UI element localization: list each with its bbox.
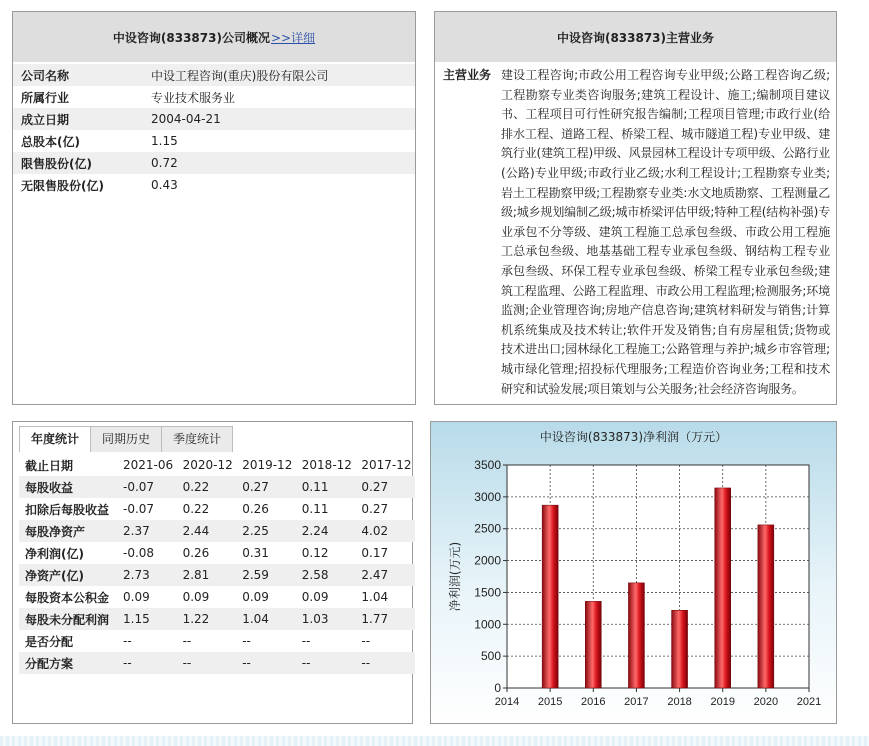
overview-row-label: 所属行业 [21,90,70,105]
stats-row-label: 净利润(亿) [25,546,84,561]
bottom-strip [0,736,869,746]
stats-row [19,586,415,608]
stats-row-value: -0.08 [123,546,155,560]
stats-header-date: 2021-06 [123,458,174,472]
business-header [435,12,836,62]
stats-row [19,542,415,564]
stats-row-value: 2.73 [117,564,177,586]
y-axis-label: 净利润(万元) [448,541,462,612]
stats-row-value: -- [182,634,192,648]
stats-row-label: 净资产(亿) [19,564,117,586]
stats-row-value: -- [355,652,415,674]
stats-row-label: 分配方案 [19,652,117,674]
overview-row-value: 1.15 [151,134,178,148]
tab-annual[interactable]: 年度统计 [19,426,91,452]
stats-row-value: 0.11 [301,502,329,516]
stats-row-value: 2.58 [296,564,356,586]
stats-row-value: 0.26 [242,502,269,516]
net-profit-chart [431,422,836,723]
stats-row-value: 4.02 [355,520,415,542]
overview-row-value: 0.72 [143,152,415,174]
stats-header-date: 2017-12 [361,458,412,472]
stats-row [19,498,415,520]
overview-row [13,86,415,108]
overview-row [13,174,415,196]
y-tick-label: 1500 [474,585,501,600]
y-tick-label: 500 [480,649,501,664]
overview-row-value: 中设工程咨询(重庆)股份有限公司 [143,64,415,86]
overview-row [13,130,415,152]
x-tick-label: 2021 [796,696,822,708]
stats-row-value: 1.22 [177,608,237,630]
stats-row-value: 0.09 [182,590,210,604]
stats-row-value: 2.47 [355,564,415,586]
overview-row-value: 专业技术服务业 [151,90,236,105]
stats-row-value: 1.04 [236,608,296,630]
stats-row [19,608,415,630]
overview-row-label: 无限售股份(亿) [21,178,104,193]
stats-row-value: -- [301,634,311,648]
stats-header-date: 2018-12 [301,458,352,472]
y-tick-label: 3000 [474,489,501,504]
stats-row-value: -- [177,652,237,674]
stats-row-value: 2.37 [117,520,177,542]
stats-row-value: 2.44 [177,520,237,542]
stats-row-value: 2.25 [236,520,296,542]
overview-table [13,64,415,196]
bar-2019 [715,488,731,688]
stats-row-value: 0.22 [177,476,237,498]
stats-row-value: -- [117,652,177,674]
overview-detail-link[interactable]: >>详细 [270,30,316,45]
tab-history[interactable]: 同期历史 [90,426,162,452]
x-tick-label: 2019 [710,696,735,708]
bar-2020 [758,525,774,688]
overview-row-value: 2004-04-21 [143,108,415,130]
stats-row-value: 2.24 [296,520,356,542]
stats-row-value: 0.09 [123,590,150,604]
chart-panel [430,421,837,724]
stats-row-value: -- [236,652,296,674]
stats-row-label: 每股资本公积金 [25,590,110,605]
business-label: 主营业务 [443,68,492,82]
stats-row [19,630,415,652]
stats-row-value: 0.27 [361,502,389,516]
overview-row [13,108,415,130]
business-body [435,62,836,399]
stats-header-date: 2020-12 [182,458,233,472]
stats-row-value: -- [242,634,251,648]
stats-header-date: 2019-12 [242,458,293,472]
stats-row-value: 1.03 [296,608,356,630]
stats-header-row [19,454,415,476]
stats-row-value: 1.15 [117,608,177,630]
x-tick-label: 2017 [624,696,649,708]
overview-title: 中设咨询(833873)公司概况 [112,30,270,45]
overview-header [13,12,415,62]
stats-row-value: -- [361,634,371,648]
business-text: 建设工程咨询;市政公用工程咨询专业甲级;公路工程咨询乙级;工程勘察专业类咨询服务;建筑工程设计、施工;编制项目建议书、工程项目可行性研究报告编制;工程项目管理;市政行业(给排水工程、道路工程、桥梁工程、城市隧道工程)专业甲级、建筑行业(建筑工程)甲级、风景园林工程设计专项甲级、公路行业(公路)专业甲级;市政行业乙级;水利工程设计;工程勘察专业类;岩土工程勘察甲级;工程勘察专业类:水文地质勘察、工程测量乙级;城乡规划编制乙级;城市桥梁评估甲级;特种工程(结构补强)专业承包不分等级、建筑工程施工总承包叁级、市政公用工程施工总承包叁级、地基基础工程专业承包叁级、钢结构工程专业承包叁级、环保工程专业承包叁级、桥梁工程专业承包叁级;建筑工程监理、公路工程监理、市政公用工程监理;检测服务;环境监测;企业管理咨询;房地产信息咨询;建筑材料研发与销售;计算机系统集成及技术转让;软件开发及销售;自有房屋租赁;货物或技术进出口;园林绿化工程施工;公路管理与养护;城乡市容管理;城市绿化管理;招投标代理服务;工程造价咨询业务;工程和技术研究和试验发展;项目策划与公关服务;社会经济咨询服务。 [501,68,830,396]
stats-row-value: -0.07 [123,502,155,516]
stats-row [19,652,415,674]
y-tick-label: 0 [494,681,501,695]
overview-row [13,64,415,86]
stats-header-label: 截止日期 [25,458,74,473]
chart-title: 中设咨询(833873)净利润（万元） [539,430,728,444]
stats-row-value: -- [296,652,356,674]
stats-tabs [19,426,412,452]
stats-row-label: 每股未分配利润 [19,608,117,630]
stats-row-value: -0.07 [117,476,177,498]
x-tick-label: 2016 [581,696,606,708]
business-title: 中设咨询(833873)主营业务 [556,30,715,45]
stats-row-value: 1.77 [355,608,415,630]
stats-row-value: 2.59 [236,564,296,586]
business-panel [434,11,837,405]
bar-2015 [542,505,558,688]
stats-row-value: 0.09 [242,590,269,604]
overview-row-label: 成立日期 [13,108,143,130]
y-tick-label: 2500 [474,521,501,536]
overview-row-value: 0.43 [151,178,178,192]
bar-2017 [628,583,644,688]
stats-row-value: 0.22 [182,502,210,516]
stats-row-value: 0.17 [361,546,389,560]
stats-row-label: 每股净资产 [19,520,117,542]
overview-row [13,152,415,174]
stats-row [19,520,415,542]
stats-table [19,454,415,674]
overview-row-label: 限售股份(亿) [13,152,143,174]
overview-row-label: 总股本(亿) [21,134,80,149]
x-tick-label: 2015 [537,696,563,708]
bar-2016 [585,601,601,688]
stats-row-label: 扣除后每股收益 [25,502,110,517]
x-tick-label: 2020 [753,696,779,708]
overview-panel [12,11,416,405]
stats-row-value: 0.31 [242,546,269,560]
stats-row-value: 0.27 [355,476,415,498]
stats-panel [12,421,413,724]
stats-row-label: 是否分配 [25,634,74,649]
y-tick-label: 2000 [474,553,501,568]
tab-quarterly[interactable]: 季度统计 [161,426,233,452]
stats-row-value: 0.12 [301,546,329,560]
stats-row [19,476,415,498]
x-tick-label: 2014 [494,696,520,708]
overview-row-label: 公司名称 [13,64,143,86]
stats-row-value: 0.09 [301,590,329,604]
y-tick-label: 1000 [474,617,501,632]
bar-2018 [672,610,688,688]
x-tick-label: 2018 [667,696,692,708]
stats-row [19,564,415,586]
stats-row-value: 0.11 [296,476,356,498]
stats-row-value: 2.81 [177,564,237,586]
stats-row-value: 0.26 [182,546,210,560]
stats-row-value: 1.04 [361,590,389,604]
stats-row-value: -- [123,634,132,648]
stats-row-value: 0.27 [236,476,296,498]
y-tick-label: 3500 [474,458,501,472]
stats-row-label: 每股收益 [19,476,117,498]
